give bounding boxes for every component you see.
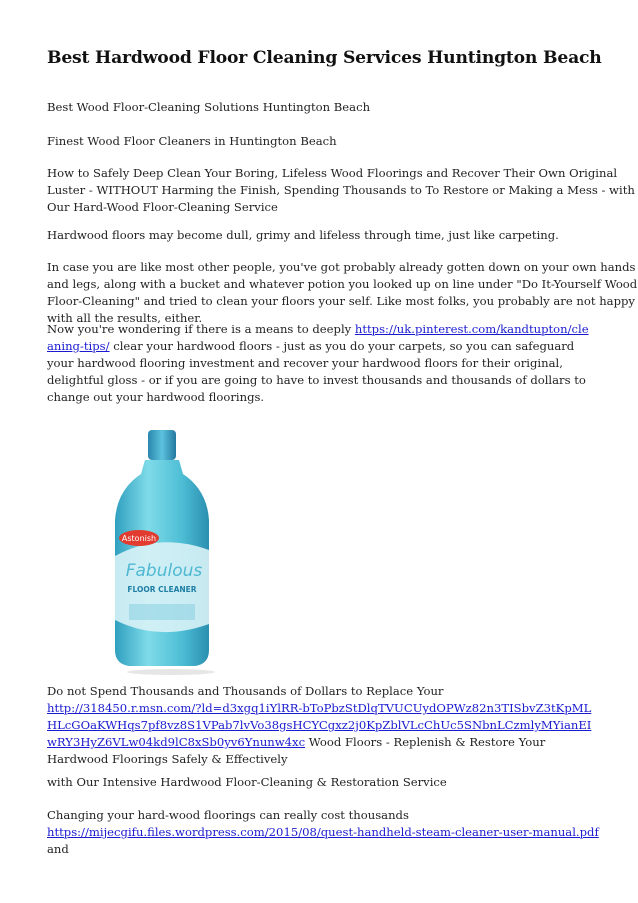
paragraph-3-line: Luster - WITHOUT Harming the Finish, Spending Thousands to To Restore or Making a Mess - with bbox=[47, 183, 635, 197]
cleaner-bottle-icon bbox=[109, 428, 233, 676]
brand-label: Astonish bbox=[121, 534, 157, 543]
paragraph-6-text: clear your hardwood floors - just as you do your carpets, so you can safeguard your hardwood flooring investment and recover your hardwood floors for their original, delightful gloss - or if you are going to have to invest thousands and thousands of dollars to change out your hardwood floorings. bbox=[47, 339, 586, 404]
paragraph-7-text: Wood Floors - Replenish & Restore Your Hardwood Floorings Safely & Effectively bbox=[47, 735, 546, 766]
paragraph-5-line: Floor-Cleaning" and tried to clean your floors your self. Like most folks, you probably are not happy bbox=[47, 294, 635, 308]
paragraph-7 bbox=[47, 683, 595, 768]
page-title: Best Hardwood Floor Cleaning Services Huntington Beach bbox=[47, 48, 602, 68]
product-label: Fabulous bbox=[125, 561, 203, 581]
paragraph-6 bbox=[47, 321, 595, 406]
paragraph-8: with Our Intensive Hardwood Floor-Cleaning & Restoration Service bbox=[47, 775, 447, 789]
paragraph-4: Hardwood floors may become dull, grimy and lifeless through time, just like carpeting. bbox=[47, 228, 559, 242]
paragraph-1: Best Wood Floor-Cleaning Solutions Huntington Beach bbox=[47, 100, 371, 114]
paragraph-6-text: Now you're wondering if there is a means to deeply bbox=[47, 322, 355, 336]
paragraph-9-text: Changing your hard-wood floorings can really cost thousands bbox=[47, 808, 409, 822]
paragraph-3-line: Our Hard-Wood Floor-Cleaning Service bbox=[47, 200, 278, 214]
paragraph-5-line: with all the results, either. bbox=[47, 311, 203, 325]
pinterest-link[interactable]: https://uk.pinterest.com/kandtupton/cleaning-tips/ bbox=[47, 322, 589, 353]
paragraph-3 bbox=[47, 165, 635, 216]
product-sub-label: FLOOR CLEANER bbox=[127, 585, 197, 594]
paragraph-3-line: How to Safely Deep Clean Your Boring, Lifeless Wood Floorings and Recover Their Own Original bbox=[47, 166, 618, 180]
paragraph-5-line: In case you are like most other people, you've got probably already gotten down on your own hands bbox=[47, 260, 636, 274]
paragraph-5-line: and legs, along with a bucket and whatever potion you looked up on line under "Do It-Yourself Wood bbox=[47, 277, 638, 291]
paragraph-5 bbox=[47, 259, 638, 327]
paragraph-7-text: Do not Spend Thousands and Thousands of Dollars to Replace Your bbox=[47, 684, 444, 698]
paragraph-2: Finest Wood Floor Cleaners in Huntington Beach bbox=[47, 134, 337, 148]
wordpress-link[interactable]: https://mijecgifu.files.wordpress.com/2015/08/quest-handheld-steam-cleaner-user-manual.pdf bbox=[47, 825, 599, 839]
msn-link[interactable]: http://318450.r.msn.com/?ld=d3xgq1iYlRR-bToPbzStDlqTVUCUydOPWz82n3TISbvZ3tKpMLHLcGOaKWHqs7pf8vz8S1VPab7lvVo38gsHCYCgxz2j0KpZblVLcChUc5SNbnLCzmlyMYianEIwRY3HyZ6VLw04kd9lC8xSb0yv6Ynunw4xc bbox=[47, 701, 592, 749]
paragraph-9 bbox=[47, 807, 599, 858]
product-image bbox=[109, 428, 233, 676]
paragraph-9-text: and bbox=[47, 842, 69, 856]
